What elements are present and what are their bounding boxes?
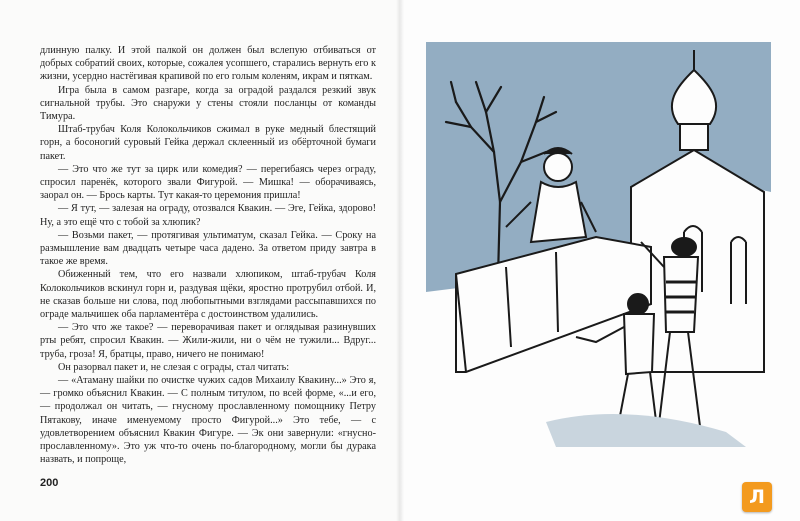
paragraph: Игра была в самом разгаре, когда за оградой раздался резкий звук сигнальной трубы. Это снаружи у стены стояли посланцы от команды Тимура. [40,84,376,123]
paragraph: — «Атаману шайки по очистке чужих садов Михаилу Квакину...» Это я, — громко объяснил Квакин. — С полным титулом, по всей форме, «...и его, — продолжал он читать, — гнусному прославленному помощнику Петру Пятакову, иначе именуемому просто Фигурой...» Это тебе, — с удовлетворением объяснил Квакин Фигуре. — Эк они завернули: «гнуснопрославленному». Это уж что-то очень по-благородному, могли бы дурака назвать, и попроще, [40,375,376,466]
paragraph: Штаб-трубач Коля Колокольчиков сжимал в руке медный блестящий горн, а босоногий суровый Гейка держал склеенный из обёрточной бумаги пакет. [40,124,376,162]
text-column [40,44,376,467]
paragraph: длинную палку. И этой палкой он должен был вслепую отбиваться от добрых собратий своих, которые, сожалея усопшего, старались вернуть его к жизни, усердно настёгивая крапивой по его голым коленям, икрам и пяткам. [40,45,376,83]
paragraph: — Возьми пакет, — протягивая ультиматум, сказал Гейка. — Сроку на размышление вам двадцать четыре часа дадено. За ответом приду завтра в такое же время. [40,229,376,268]
publisher-badge [742,482,772,512]
paragraph: — Это что же тут за цирк или комедия? — перегибаясь через ограду, спросил паренёк, которого звали Фигурой. — Мишка! — оборачиваясь, заорал он. — Брось карты. Тут какая-то церемония пришла! [40,163,376,202]
paragraph: Обиженный тем, что его назвали хлюпиком, штаб-трубач Коля Колокольчиков вскинул горн и, раздувая щёки, яростно протрубил отбой. И, не сказав больше ни слова, под любопытными взглядами рассыпавшихся по ограде мальчишек оба парламентёра с достоинством удалились. [40,269,376,321]
book-gutter [396,0,404,521]
paragraph: Он разорвал пакет и, не слезая с ограды, стал читать: [58,361,290,373]
ground [546,414,746,447]
publisher-badge-letter: Л [749,486,765,508]
paragraph: — Я тут, — залезая на ограду, отозвался Квакин. — Эге, Гейка, здорово! Ну, а это ещё что с тобой за хлюпик? [40,203,376,228]
book-illustration [426,42,771,460]
page-number: 200 [40,477,59,489]
paragraph: — Это что же такое? — переворачивая пакет и оглядывая разинувших рты ребят, спросил Квакин. — Жили-жили, ни о чём не тужили... Вдруг... труба, гроза! Я, братцы, право, ничего не понимаю! [40,322,376,360]
